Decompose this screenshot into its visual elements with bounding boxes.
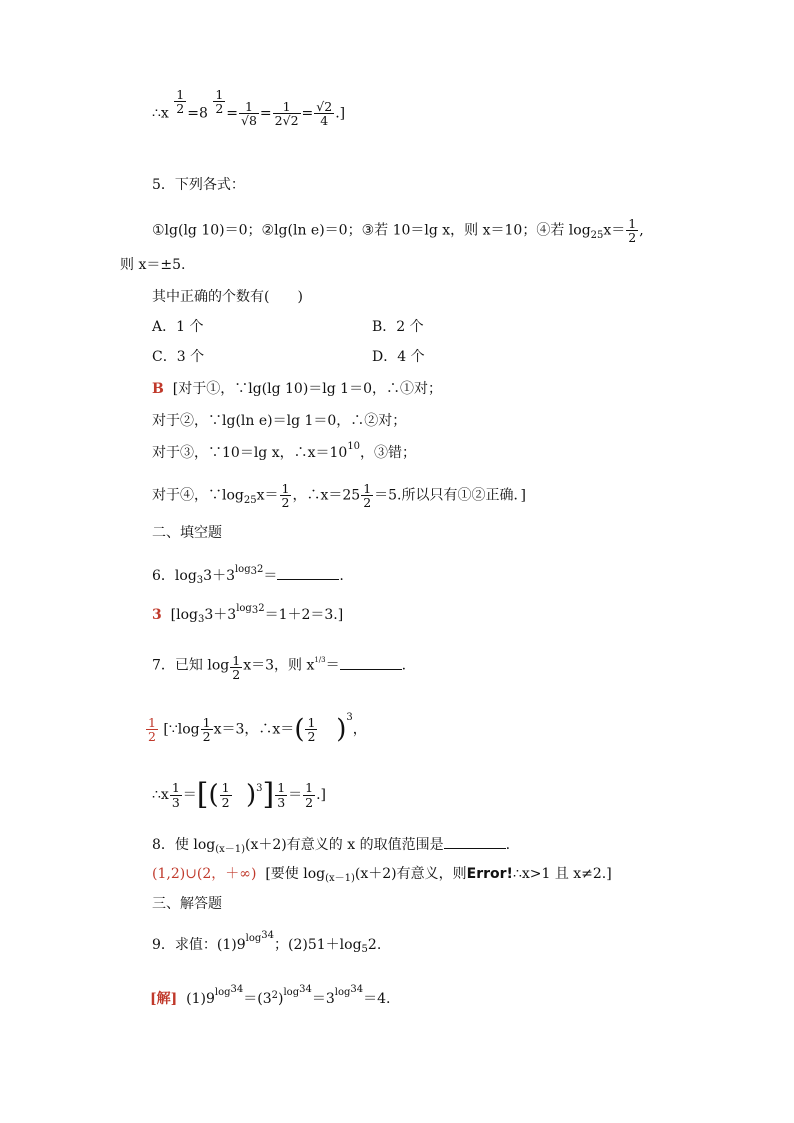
question-9: 9．求值：$(1)9^{log34}$；$(2)51+\log_52$. [152, 930, 382, 955]
answer-blank [340, 657, 402, 670]
answer-8: (1,2)∪(2，＋∞) [要使 $\log_{(x-1)}(x+2)$有意义，则Error!∴x>1 且 x≠2.] [152, 866, 612, 884]
answer-blank [444, 836, 506, 849]
answer-value: $\frac{1}{2}$ [148, 715, 156, 745]
solution-line-top: ∴x $\frac{1}{2}$ =8 $\frac{1}{2}$ = $\frac{1}{√8}$ = $\frac{1}{2√2}$ = $\frac{√2}{4}$ .] [152, 87, 346, 129]
exponent-fraction: $\frac{1}{2}$ [363, 481, 372, 511]
answer-6: 3 $[\log_33+3^{log_32}=1+2=3.]$ [152, 603, 344, 625]
section-heading-solutions: 三、解答题 [152, 896, 222, 912]
question-5-title: 5．下列各式： [152, 177, 245, 193]
fraction: $\frac{1}{√8}$ [241, 99, 257, 129]
fraction: $\frac{1}{2}$ [281, 481, 290, 511]
fraction: $\frac{√2}{4}$ [316, 99, 333, 129]
question-8: 8．使 $\log_{(x-1)}(x+2)$有意义的 x 的取值范围是 . [152, 837, 511, 855]
fraction: $\frac{1}{2}$ [221, 780, 230, 810]
answer-5-line4: 对于④，$\because\log_{25}x=$ $\frac{1}{2}$ ，∴x＝25 $\frac{1}{2}$ ＝5.所以只有①②正确．] [152, 481, 526, 511]
therefore-x: ∴x [152, 105, 169, 122]
option-a: A．1 个 [152, 319, 204, 335]
solution-tag: [解] [150, 991, 178, 1007]
log-base-fraction: $\frac{1}{2}$ [232, 653, 241, 683]
question-7: 7．已知 log $\frac{1}{2}$ x＝3，则 $x^{1/3}=$ . [152, 653, 407, 683]
answer-7-line2: ∴x $\frac{1}{3}$ ＝[( $\frac{1}{2}$ )$^3$] $\frac{1}{3}$ ＝ $\frac{1}{2}$ .] [152, 777, 327, 812]
exponent-fraction: $\frac{1}{2}$ [215, 87, 224, 117]
question-5-statements: ①lg(lg 10)＝0；②lg(ln e)＝0；③若 10＝lg x，则 x＝10；④若 $\log_{25}x=$ $\frac{1}{2}$ , [152, 216, 644, 246]
answer-5-line3: 对于③，∵10＝lg x，$\therefore x=10^{10}$，③错； [152, 441, 417, 461]
option-b: B．2 个 [372, 319, 424, 335]
option-c: C．3 个 [152, 349, 205, 365]
answer-5-line1: B [对于①，∵lg(lg 10)＝lg 1＝0，∴①对； [152, 381, 442, 397]
answer-blank [277, 567, 339, 580]
fraction: $\frac{1}{2}$ [307, 715, 316, 745]
question-5-prompt: 其中正确的个数有( ) [152, 289, 303, 305]
fraction: $\frac{1}{2√2}$ [274, 99, 299, 129]
answer-5-line2: 对于②，∵lg(ln e)＝lg 1＝0，∴②对； [152, 413, 407, 429]
fraction: $\frac{1}{2}$ [305, 780, 314, 810]
question-6: 6．$\log_33+3^{log_32}=$ . [152, 564, 344, 586]
exponent-fraction: $\frac{1}{2}$ [176, 87, 185, 117]
option-d: D．4 个 [372, 349, 425, 365]
answer-9: [解] $(1)9^{log34}=(3^2)^{log34}=3^{log34}=4$. [150, 984, 391, 1007]
fraction: $\frac{1}{2}$ [628, 216, 637, 246]
question-5-statements-cont: 则 x＝±5. [120, 257, 186, 273]
exponent-fraction: $\frac{1}{3}$ [171, 780, 180, 810]
answer-7-line1: $\frac{1}{2}$ [∵log $\frac{1}{2}$ x＝3，∴x＝( $\frac{1}{2}$ )$^3$， [148, 711, 367, 745]
log-base-fraction: $\frac{1}{2}$ [202, 715, 211, 745]
answer-value: 3 [152, 607, 162, 623]
answer-letter: B [152, 381, 164, 397]
exponent-fraction: $\frac{1}{3}$ [277, 780, 286, 810]
answer-value: (1,2)∪(2，＋∞) [152, 866, 257, 882]
section-heading-fill-in: 二、填空题 [152, 525, 222, 541]
error-text: Error! [466, 866, 513, 882]
